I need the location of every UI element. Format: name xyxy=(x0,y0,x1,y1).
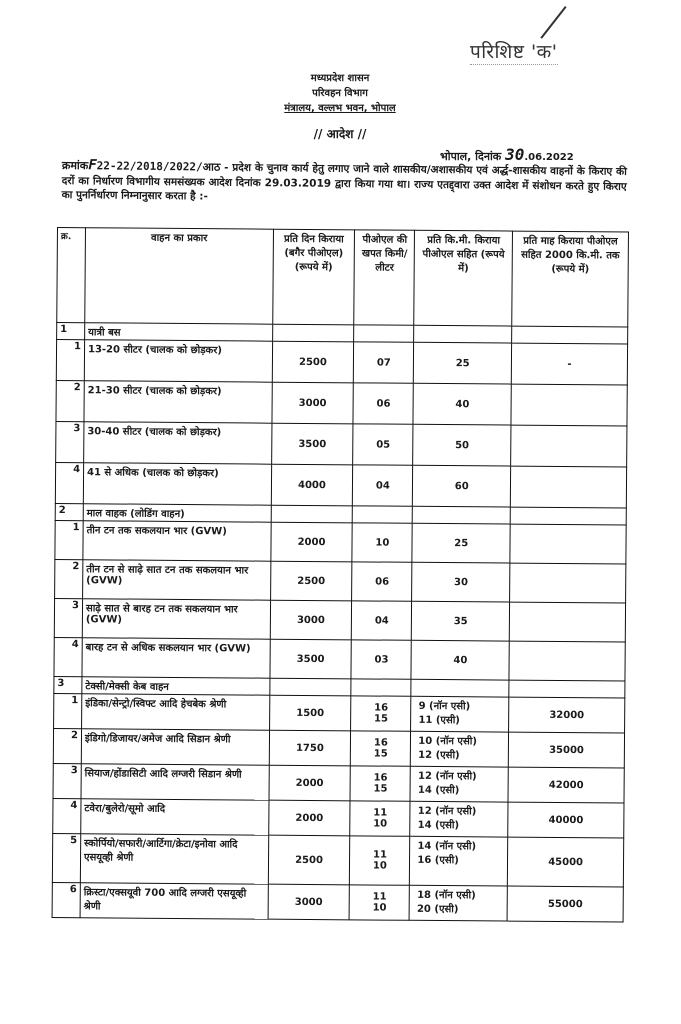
per-day-rate: 2000 xyxy=(270,522,352,562)
per-km-rate xyxy=(409,885,507,921)
order-paragraph xyxy=(62,158,627,208)
vehicle-type: तीन टन से साढ़े सात टन तक सकलयान भार (GVW) xyxy=(83,560,271,600)
per-day-rate: 1750 xyxy=(269,730,351,766)
per-month-rate xyxy=(510,563,626,603)
per-day-rate: 2000 xyxy=(269,765,351,801)
row-number: 1 xyxy=(55,520,83,559)
vehicle-type: सियाज/होंडासिटी आदि लग्जरी सिडान श्रेणी xyxy=(81,764,269,800)
vehicle-type: तीन टन तक सकलयान भार (GVW) xyxy=(83,521,271,561)
order-title: // आदेश // xyxy=(313,127,367,141)
pol-average xyxy=(350,801,410,836)
per-km-rate xyxy=(410,801,508,837)
per-month-rate: - xyxy=(511,343,627,385)
vehicle-type: इंडिका/सेन्ट्रो/स्विफ्ट आदि हेचबेक श्रेणी xyxy=(82,694,270,730)
pol-average xyxy=(352,523,412,562)
per-km-rate xyxy=(413,424,511,466)
per-km-rate xyxy=(412,562,510,602)
per-km-value: 25 xyxy=(454,537,469,549)
pol-average xyxy=(352,601,412,640)
empty-cell xyxy=(509,680,625,698)
department-name: परिवहन विभाग xyxy=(312,88,368,99)
per-month-rate: 45000 xyxy=(508,837,624,887)
per-km-value: 14 (एसी) xyxy=(417,819,460,832)
section-title: माल वाहक (लोडिंग वाहन) xyxy=(83,504,271,522)
per-km-value: 12 (एसी) xyxy=(418,749,460,762)
row-number: 4 xyxy=(55,462,83,503)
per-day-rate: 3000 xyxy=(268,884,350,920)
per-km-rate xyxy=(410,766,508,802)
per-km-rate xyxy=(411,696,509,732)
empty-cell xyxy=(272,324,354,342)
col-header-vehicle-type: वाहन का प्रकार xyxy=(85,228,273,324)
section-number: 2 xyxy=(55,503,83,520)
per-km-value: 14 (नॉन एसी) xyxy=(417,840,477,853)
empty-cell xyxy=(411,679,509,697)
vehicle-type: टवेरा/बुलेरो/सूमो आदि xyxy=(81,799,269,835)
per-month-rate xyxy=(511,425,627,467)
table-body xyxy=(52,323,628,922)
section-number: 1 xyxy=(57,323,85,340)
per-km-value: 50 xyxy=(455,439,470,451)
pol-average-value: 15 xyxy=(373,748,388,760)
vehicle-type: इंडिगो/डिजायर/अमेज आदि सिडान श्रेणी xyxy=(81,729,269,765)
table-row xyxy=(53,798,624,837)
per-km-value: 30 xyxy=(453,576,468,588)
pol-average-value: 15 xyxy=(374,713,389,725)
per-km-value: 12 (नॉन एसी) xyxy=(417,770,477,783)
government-name: मध्यप्रदेश शासन xyxy=(310,73,370,84)
per-month-rate xyxy=(509,602,625,642)
per-km-value: 14 (एसी) xyxy=(417,784,460,797)
per-month-rate xyxy=(510,466,626,508)
vehicle-type: बारह टन से अधिक सकलयान भार (GVW) xyxy=(82,638,270,678)
per-km-value: 20 (एसी) xyxy=(416,903,459,916)
per-km-value: 25 xyxy=(455,357,470,369)
per-month-rate: 32000 xyxy=(509,697,625,733)
month-year: .06.2022 xyxy=(524,152,574,163)
row-number: 6 xyxy=(52,882,80,917)
pol-average-value: 06 xyxy=(376,398,391,410)
row-number: 4 xyxy=(54,637,82,676)
ref-number: 22-22/2018/2022/आठ xyxy=(96,159,221,174)
table-header-row xyxy=(57,228,629,327)
per-month-rate xyxy=(509,641,625,681)
pol-average-value: 10 xyxy=(372,860,387,872)
per-km-rate xyxy=(410,836,508,886)
table-row xyxy=(53,728,624,767)
per-month-rate xyxy=(511,384,627,426)
row-number: 1 xyxy=(54,693,82,728)
table-row xyxy=(53,763,624,802)
per-km-rate xyxy=(414,342,512,384)
pol-average-value: 06 xyxy=(375,576,390,588)
per-day-rate: 2500 xyxy=(268,835,350,885)
vehicle-type: साढ़े सात से बारह टन तक सकलयान भार (GVW) xyxy=(82,599,270,639)
per-km-value: 40 xyxy=(455,398,470,410)
pol-average-value: 10 xyxy=(375,537,390,549)
empty-cell xyxy=(351,679,411,696)
vehicle-type: 30-40 सीटर (चालक को छोड़कर) xyxy=(84,422,272,464)
table-row xyxy=(56,421,627,466)
row-number: 1 xyxy=(56,340,84,381)
per-month-rate: 40000 xyxy=(508,802,624,838)
pol-average-value: 10 xyxy=(373,818,388,830)
per-day-rate: 2500 xyxy=(272,341,354,383)
pol-average-value: 15 xyxy=(373,783,388,795)
ref-prefix: क्रमांक xyxy=(61,158,89,173)
pol-average xyxy=(351,640,411,679)
table-row xyxy=(55,462,626,507)
vehicle-type: स्कोर्पियो/सफारी/आर्टिगा/क्रेटा/इनोवा आदि एसयूव्ही श्रेणी xyxy=(80,834,268,884)
pol-average xyxy=(354,342,414,383)
table-row xyxy=(52,833,623,886)
per-km-rate xyxy=(413,465,511,507)
pol-average-value: 04 xyxy=(374,615,389,627)
vehicle-type: क्रिस्टा/एक्सयूवी 700 आदि लग्जरी एसयूव्ही श्रेणी xyxy=(80,883,268,919)
per-month-rate xyxy=(510,524,626,564)
col-header-per-km: प्रति कि.मी. किराया पीओएल सहित (रूपये में) xyxy=(414,230,513,326)
row-number: 3 xyxy=(54,598,82,637)
row-number: 3 xyxy=(56,421,84,462)
per-day-rate: 3000 xyxy=(270,600,352,640)
pol-average-value: 11 xyxy=(372,849,387,861)
per-km-rate xyxy=(413,383,511,425)
empty-cell xyxy=(353,506,413,523)
row-number: 3 xyxy=(53,763,81,798)
pol-average xyxy=(351,696,411,731)
vehicle-rate-table xyxy=(52,227,629,922)
per-km-value: 60 xyxy=(454,480,469,492)
per-day-rate: 2000 xyxy=(268,800,350,836)
department-address: मंत्रालय, वल्लभ भवन, भोपाल xyxy=(284,103,396,114)
per-day-rate: 2500 xyxy=(270,561,352,601)
pol-average xyxy=(349,885,409,920)
table-row xyxy=(56,340,627,385)
per-km-value: 35 xyxy=(453,615,468,627)
per-km-value: 18 (नॉन एसी) xyxy=(417,889,476,902)
per-km-rate xyxy=(411,640,509,680)
row-number: 5 xyxy=(52,833,80,882)
table-row xyxy=(54,693,625,732)
pol-average xyxy=(351,731,411,766)
per-month-rate: 35000 xyxy=(508,732,624,768)
pol-average-value: 11 xyxy=(372,891,387,903)
place-date xyxy=(440,145,574,164)
per-km-rate xyxy=(412,601,510,641)
empty-cell xyxy=(414,325,512,343)
appendix-label: परिशिष्ट 'क' xyxy=(470,38,558,65)
pol-average-value: 16 xyxy=(373,737,388,749)
pol-average xyxy=(353,465,413,506)
per-day-rate: 3500 xyxy=(271,423,353,465)
table-row xyxy=(55,559,626,602)
col-header-per-day: प्रति दिन किराया (बगैर पीओएल) (रूपये में) xyxy=(272,229,355,325)
row-number: 2 xyxy=(56,380,84,421)
row-number: 2 xyxy=(55,559,83,598)
table-row xyxy=(55,520,626,563)
pol-average xyxy=(353,424,413,465)
table-row xyxy=(56,380,627,425)
pol-average-value: 10 xyxy=(372,902,387,914)
col-header-per-month: प्रति माह किराया पीओएल सहित 2000 कि.मी. तक (रूपये में) xyxy=(512,231,629,327)
empty-cell xyxy=(271,505,353,523)
handwritten-tick-mark xyxy=(540,6,566,39)
empty-cell xyxy=(413,506,511,524)
per-km-value: 9 (नॉन एसी) xyxy=(418,700,471,713)
pol-average xyxy=(353,383,413,424)
row-number: 2 xyxy=(53,728,81,763)
pol-average xyxy=(352,562,412,601)
pol-average-value: 16 xyxy=(373,772,388,784)
table-row xyxy=(52,882,623,921)
empty-cell xyxy=(269,678,351,696)
vehicle-type: 13-20 सीटर (चालक को छोड़कर) xyxy=(84,340,272,382)
vehicle-type: 21-30 सीटर (चालक को छोड़कर) xyxy=(84,381,272,423)
pol-average-value: 16 xyxy=(374,702,389,714)
pol-average xyxy=(350,836,410,885)
vehicle-type: 41 से अधिक (चालक को छोड़कर) xyxy=(83,463,271,505)
per-km-value: 10 (नॉन एसी) xyxy=(418,735,477,748)
pol-average-value: 07 xyxy=(376,357,391,369)
per-day-rate: 3000 xyxy=(272,382,354,424)
section-title: टेक्सी/मेक्सी केब वाहन xyxy=(82,677,270,695)
pol-average-value: 04 xyxy=(375,480,390,492)
section-title: यात्री बस xyxy=(85,323,273,341)
per-month-rate: 42000 xyxy=(508,767,624,803)
per-day-rate: 3500 xyxy=(270,639,352,679)
ref-handwritten-F: F xyxy=(88,157,97,174)
pol-average xyxy=(350,766,410,801)
per-km-value: 12 (नॉन एसी) xyxy=(417,805,477,818)
col-header-no: क्र. xyxy=(57,228,86,323)
section-number: 3 xyxy=(54,676,82,693)
per-km-rate xyxy=(412,523,510,563)
pol-average-value: 11 xyxy=(373,807,388,819)
handwritten-day: 30 xyxy=(505,145,525,164)
pol-average-value: 03 xyxy=(374,654,389,666)
empty-cell xyxy=(510,507,626,525)
empty-cell xyxy=(354,325,414,342)
table-row xyxy=(54,637,625,680)
per-km-rate xyxy=(411,731,509,767)
col-header-pol-avg: पीओएल की खपत किमी/ लीटर xyxy=(354,230,415,325)
table-row xyxy=(54,598,625,641)
per-km-value: 40 xyxy=(453,654,468,666)
per-day-rate: 4000 xyxy=(271,464,353,506)
per-day-rate: 1500 xyxy=(269,695,351,731)
order-body: - प्रदेश के चुनाव कार्य हेतु लगाए जाने वाले शासकीय/अशासकीय एवं अर्द्ध-शासकीय वाहनों के किराए की दरों का निर्धारण विभागीय समसंख्यक आदेश दिनांक 29.03.2019 द्वारा किया गया था। राज्य एतद्द्वारा उक्त आदेश में संशोधन करते हुए किराए का पुनर्निर्धारण निम्नानुसार करता है :- xyxy=(61,161,627,203)
per-km-value: 11 (एसी) xyxy=(418,714,460,727)
order-reference xyxy=(62,159,221,174)
place-label: भोपाल, दिनांक xyxy=(440,150,502,163)
row-number: 4 xyxy=(53,798,81,833)
per-km-value: 16 (एसी) xyxy=(417,854,459,867)
pol-average-value: 05 xyxy=(376,439,391,451)
empty-cell xyxy=(512,326,628,344)
per-month-rate: 55000 xyxy=(507,886,623,922)
